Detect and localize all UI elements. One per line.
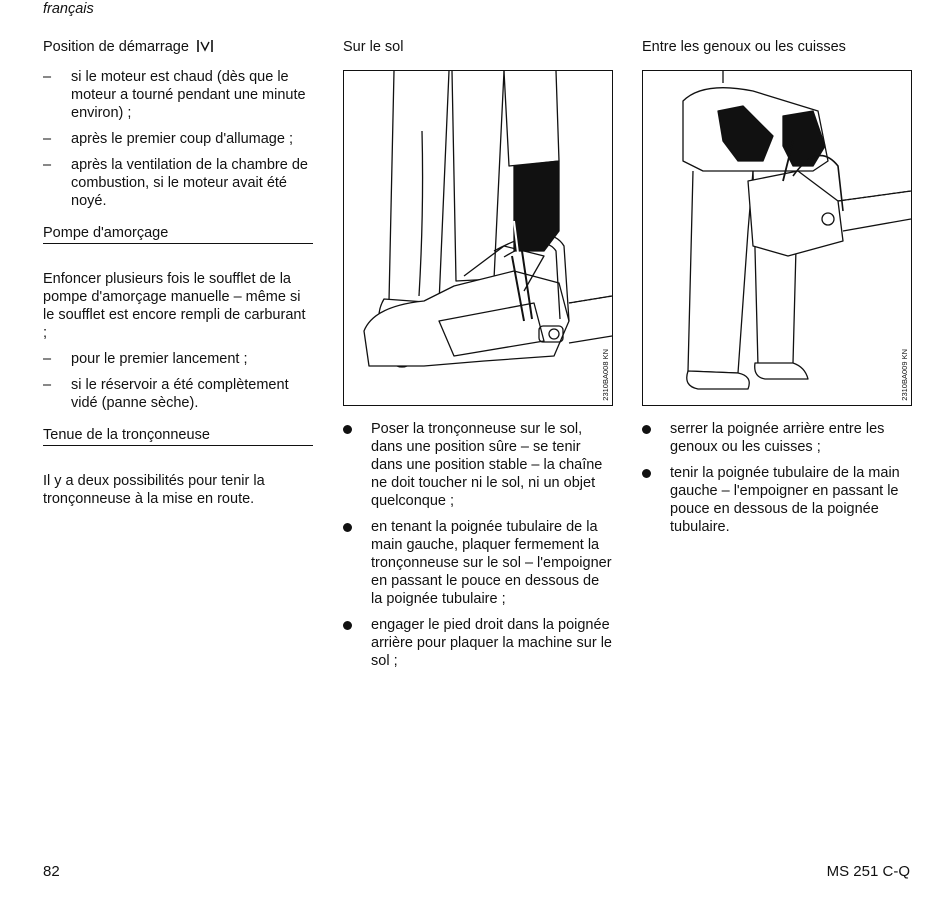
dash-mark: –: [43, 377, 52, 393]
primer-paragraph: Enfoncer plusieurs fois le soufflet de la pompe d'amorçage manuelle – même si le soufflet est encore rempli de carburant ;: [43, 271, 306, 341]
holding-paragraph: Il y a deux possibilités pour tenir la tronçonneuse à la mise en route.: [43, 473, 265, 507]
list-item: [43, 68, 313, 122]
bullet-mark: [642, 425, 651, 434]
dash-mark: –: [43, 69, 52, 85]
model-name: MS 251 C-Q: [826, 863, 910, 880]
heading-holding: Tenue de la tronçonneuse: [43, 426, 313, 446]
column-left: [43, 38, 313, 516]
list-item-text: si le réservoir a été complètement vidé (panne sèche).: [71, 377, 289, 411]
bullet-mark: [343, 523, 352, 532]
list-item: [343, 518, 613, 608]
heading-start-position-text: Position de démarrage: [43, 39, 189, 55]
list-item: [642, 464, 912, 536]
dash-mark: –: [43, 131, 52, 147]
list-item-text: serrer la poignée arrière entre les genoux ou les cuisses ;: [670, 421, 885, 455]
list-item: [43, 376, 313, 412]
list-item: [642, 420, 912, 456]
list-item: [43, 130, 313, 148]
figure-code: 2310BA008 KN: [601, 349, 610, 401]
bullet-mark: [642, 469, 651, 478]
primer-list: [43, 350, 313, 412]
between-knees-list: [642, 420, 912, 536]
list-item: [343, 420, 613, 510]
list-item-text: engager le pied droit dans la poignée arrière pour plaquer la machine sur le sol ;: [371, 617, 612, 669]
dash-mark: –: [43, 157, 52, 173]
column-right: [642, 38, 912, 544]
list-item-text: pour le premier lancement ;: [71, 351, 248, 367]
figure-code: 2310BA009 KN: [900, 349, 909, 401]
bullet-mark: [343, 425, 352, 434]
heading-primer: Pompe d'amorçage: [43, 224, 313, 244]
heading-start-position: [43, 38, 313, 56]
heading-on-ground: Sur le sol: [343, 39, 404, 55]
figure-on-ground: [343, 70, 613, 406]
chainsaw-on-ground-illustration: [344, 71, 612, 405]
chainsaw-between-knees-illustration: [643, 71, 911, 405]
column-middle: [343, 38, 613, 678]
list-item-text: si le moteur est chaud (dès que le moteur a tourné pendant une minute environ) ;: [71, 69, 306, 121]
page-number: 82: [43, 863, 60, 880]
list-item: [343, 616, 613, 670]
dash-mark: –: [43, 351, 52, 367]
list-item-text: après le premier coup d'allumage ;: [71, 131, 293, 147]
language-label: français: [43, 1, 94, 17]
list-item-text: Poser la tronçonneuse sur le sol, dans une position sûre – se tenir dans une position stable – la chaîne ne doit toucher ni le sol, ni un objet quelconque ;: [371, 421, 603, 509]
list-item-text: après la ventilation de la chambre de combustion, si le moteur avait été noyé.: [71, 157, 308, 209]
figure-between-knees: [642, 70, 912, 406]
start-position-list: [43, 68, 313, 210]
bullet-mark: [343, 621, 352, 630]
list-item: [43, 156, 313, 210]
list-item: [43, 350, 313, 368]
heading-between-knees: Entre les genoux ou les cuisses: [642, 39, 846, 55]
list-item-text: tenir la poignée tubulaire de la main gauche – l'empoigner en passant le pouce en dessous de la poignée tubulaire.: [670, 465, 900, 535]
half-throttle-icon: [196, 39, 214, 53]
list-item-text: en tenant la poignée tubulaire de la main gauche, plaquer fermement la tronçonneuse sur le sol – l'empoigner en passant le pouce en dessous de la poignée tubulaire ;: [371, 519, 612, 607]
on-ground-list: [343, 420, 613, 670]
